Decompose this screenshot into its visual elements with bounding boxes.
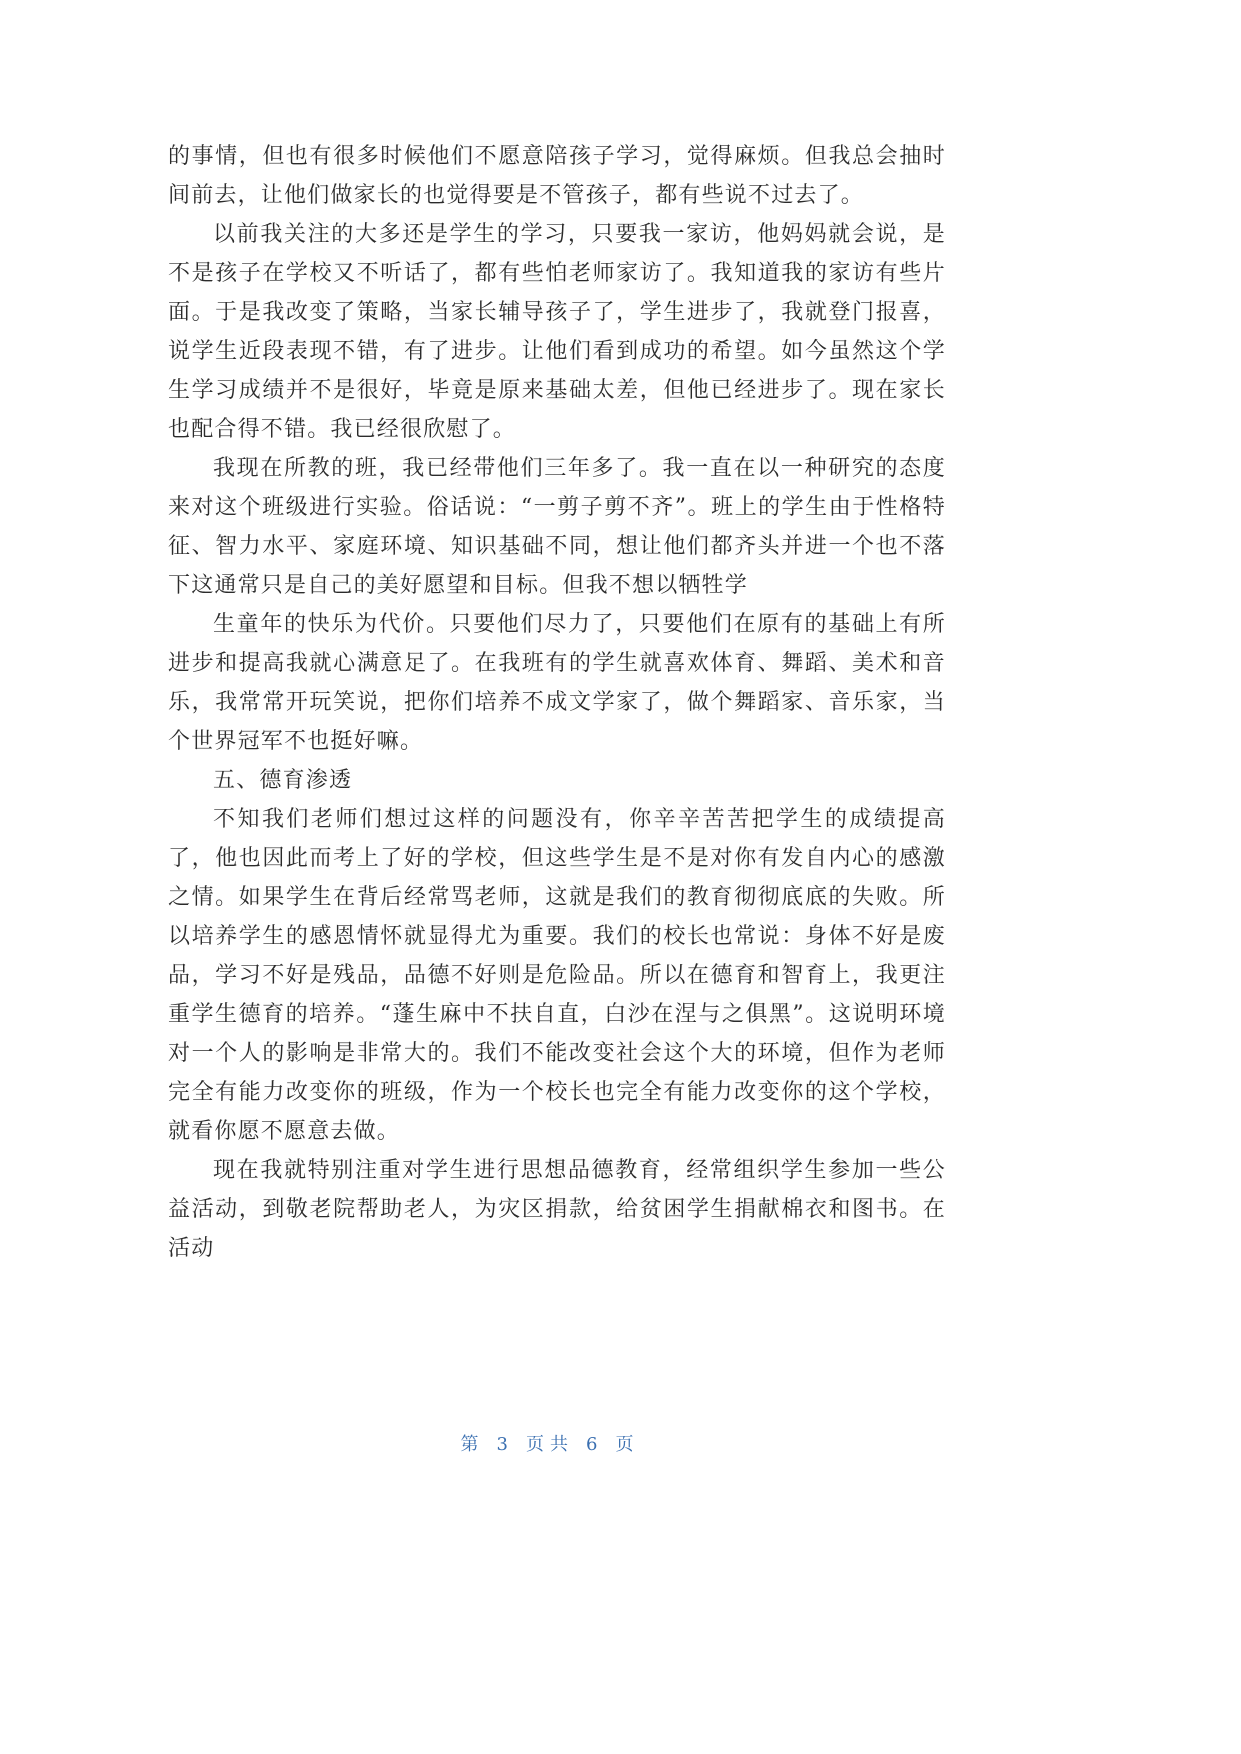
footer-prefix: 第 bbox=[460, 1434, 485, 1455]
paragraph-class-experiment: 我现在所教的班，我已经带他们三年多了。我一直在以一种研究的态度来对这个班级进行实验。俗话说：“一剪子剪不齐”。班上的学生由于性格特征、智力水平、家庭环境、知识基础不同，想让他们都齐头并进一个也不落下这通常只是自己的美好愿望和目标。但我不想以牺牲学 bbox=[168, 456, 946, 598]
footer-middle: 页共 bbox=[526, 1434, 574, 1455]
paragraph-childhood-happiness: 生童年的快乐为代价。只要他们尽力了，只要他们在原有的基础上有所进步和提高我就心满意足了。在我班有的学生就喜欢体育、舞蹈、美术和音乐，我常常开玩笑说，把你们培养不成文学家了，做个舞蹈家、音乐家，当个世界冠军不也挺好嘛。 bbox=[168, 612, 946, 754]
paragraph-moral-education: 不知我们老师们想过这样的问题没有，你辛辛苦苦把学生的成绩提高了，他也因此而考上了好的学校，但这些学生是不是对你有发自内心的感激之情。如果学生在背后经常骂老师，这就是我们的教育彻彻底底的失败。所以培养学生的感恩情怀就显得尤为重要。我们的校长也常说：身体不好是废品，学习不好是残品，品德不好则是危险品。所以在德育和智育上，我更注重学生德育的培养。“蓬生麻中不扶自直，白沙在涅与之俱黑”。这说明环境对一个人的影响是非常大的。我们不能改变社会这个大的环境，但作为老师完全有能力改变你的班级，作为一个校长也完全有能力改变你的这个学校，就看你愿不愿意去做。 bbox=[168, 807, 946, 1144]
page-body bbox=[168, 137, 946, 1268]
paragraph-continued: 的事情，但也有很多时候他们不愿意陪孩子学习，觉得麻烦。但我总会抽时间前去，让他们做家长的也觉得要是不管孩子，都有些说不过去了。 bbox=[168, 144, 946, 208]
page-footer bbox=[0, 1430, 1100, 1456]
current-page-number: 3 bbox=[496, 1434, 514, 1455]
section-heading: 五、德育渗透 bbox=[213, 768, 353, 793]
paragraph-public-welfare: 现在我就特别注重对学生进行思想品德教育，经常组织学生参加一些公益活动，到敬老院帮助老人，为灾区捐款，给贫困学生捐献棉衣和图书。在活动 bbox=[168, 1158, 946, 1261]
paragraph-home-visit: 以前我关注的大多还是学生的学习，只要我一家访，他妈妈就会说，是不是孩子在学校又不听话了，都有些怕老师家访了。我知道我的家访有些片面。于是我改变了策略，当家长辅导孩子了，学生进步了，我就登门报喜，说学生近段表现不错，有了进步。让他们看到成功的希望。如今虽然这个学生学习成绩并不是很好，毕竟是原来基础太差，但他已经进步了。现在家长也配合得不错。我已经很欣慰了。 bbox=[168, 222, 946, 442]
footer-suffix: 页 bbox=[615, 1434, 640, 1455]
total-pages-number: 6 bbox=[586, 1434, 604, 1455]
